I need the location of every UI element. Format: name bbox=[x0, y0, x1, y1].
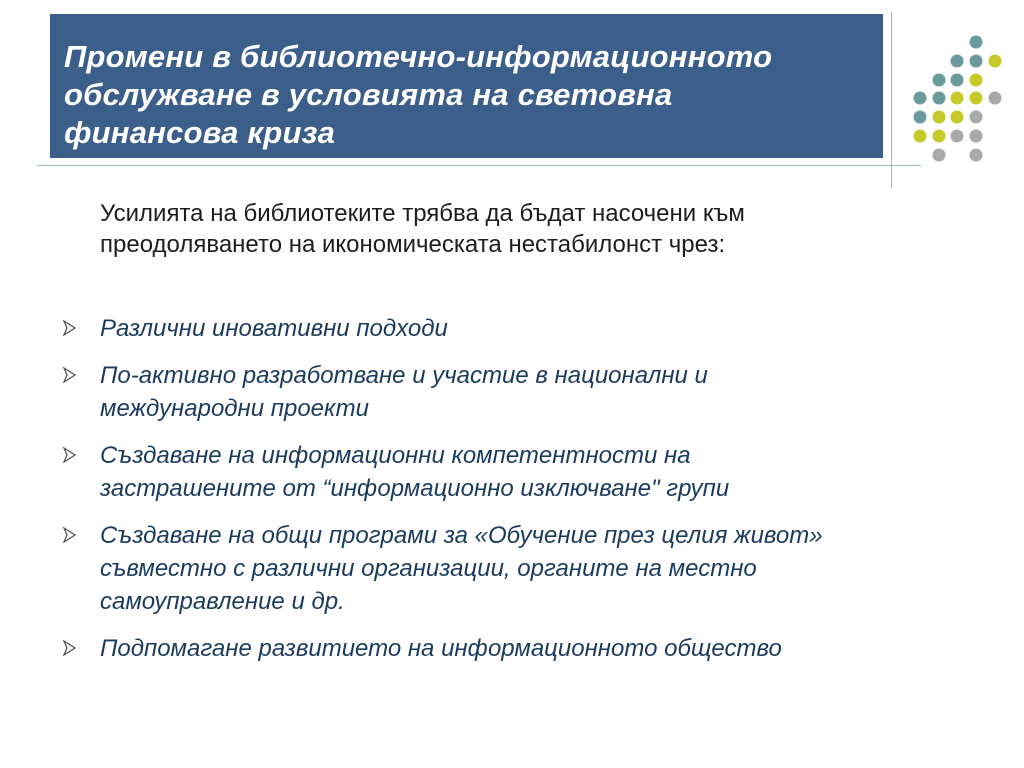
dot bbox=[989, 92, 1002, 105]
bullet-text: Различни иновативни подходи bbox=[100, 315, 448, 342]
bullet-text: Създаване на общи програми за «Обучение през целия живот» съвместно с различни организации, органите на местно самоуправление и др. bbox=[100, 522, 823, 615]
bullet-text: Създаване на информационни компетентности на застрашените от “информационно изключване" групи bbox=[100, 442, 730, 502]
dot bbox=[933, 111, 946, 124]
dot bbox=[914, 130, 927, 143]
dot bbox=[914, 111, 927, 124]
dot bbox=[989, 55, 1002, 68]
slide-title: Промени в библиотечно-информационното обслужване в условията на световна финансова криза bbox=[64, 39, 773, 150]
dot bbox=[970, 111, 983, 124]
dot bbox=[951, 111, 964, 124]
dot bbox=[933, 74, 946, 87]
dot bbox=[933, 130, 946, 143]
list-item bbox=[60, 632, 980, 665]
dot bbox=[951, 92, 964, 105]
decorative-dot-grid bbox=[900, 28, 1010, 168]
vertical-divider bbox=[891, 12, 892, 188]
list-item bbox=[60, 312, 980, 345]
list-item bbox=[60, 439, 980, 505]
dot bbox=[933, 92, 946, 105]
dot bbox=[951, 55, 964, 68]
bullet-text: По-активно разработване и участие в национални и международни проекти bbox=[100, 362, 708, 422]
dot bbox=[951, 130, 964, 143]
arrow-bullet-icon bbox=[63, 367, 77, 383]
dot bbox=[914, 92, 927, 105]
dot bbox=[970, 92, 983, 105]
horizontal-divider bbox=[37, 165, 921, 166]
list-item bbox=[60, 519, 980, 618]
dot bbox=[970, 130, 983, 143]
arrow-bullet-icon bbox=[63, 527, 77, 543]
dot bbox=[970, 55, 983, 68]
dot bbox=[951, 74, 964, 87]
bullet-text: Подпомагане развитието на информационното общество bbox=[100, 635, 782, 662]
dot bbox=[970, 36, 983, 49]
intro-paragraph: Усилията на библиотеките трябва да бъдат насочени към преодоляването на икономическата нестабилонст чрез: bbox=[100, 200, 745, 258]
bullet-list bbox=[60, 312, 980, 679]
dot bbox=[970, 149, 983, 162]
dot bbox=[970, 74, 983, 87]
arrow-bullet-icon bbox=[63, 447, 77, 463]
arrow-bullet-icon bbox=[63, 320, 77, 336]
list-item bbox=[60, 359, 980, 425]
arrow-bullet-icon bbox=[63, 640, 77, 656]
dot bbox=[933, 149, 946, 162]
